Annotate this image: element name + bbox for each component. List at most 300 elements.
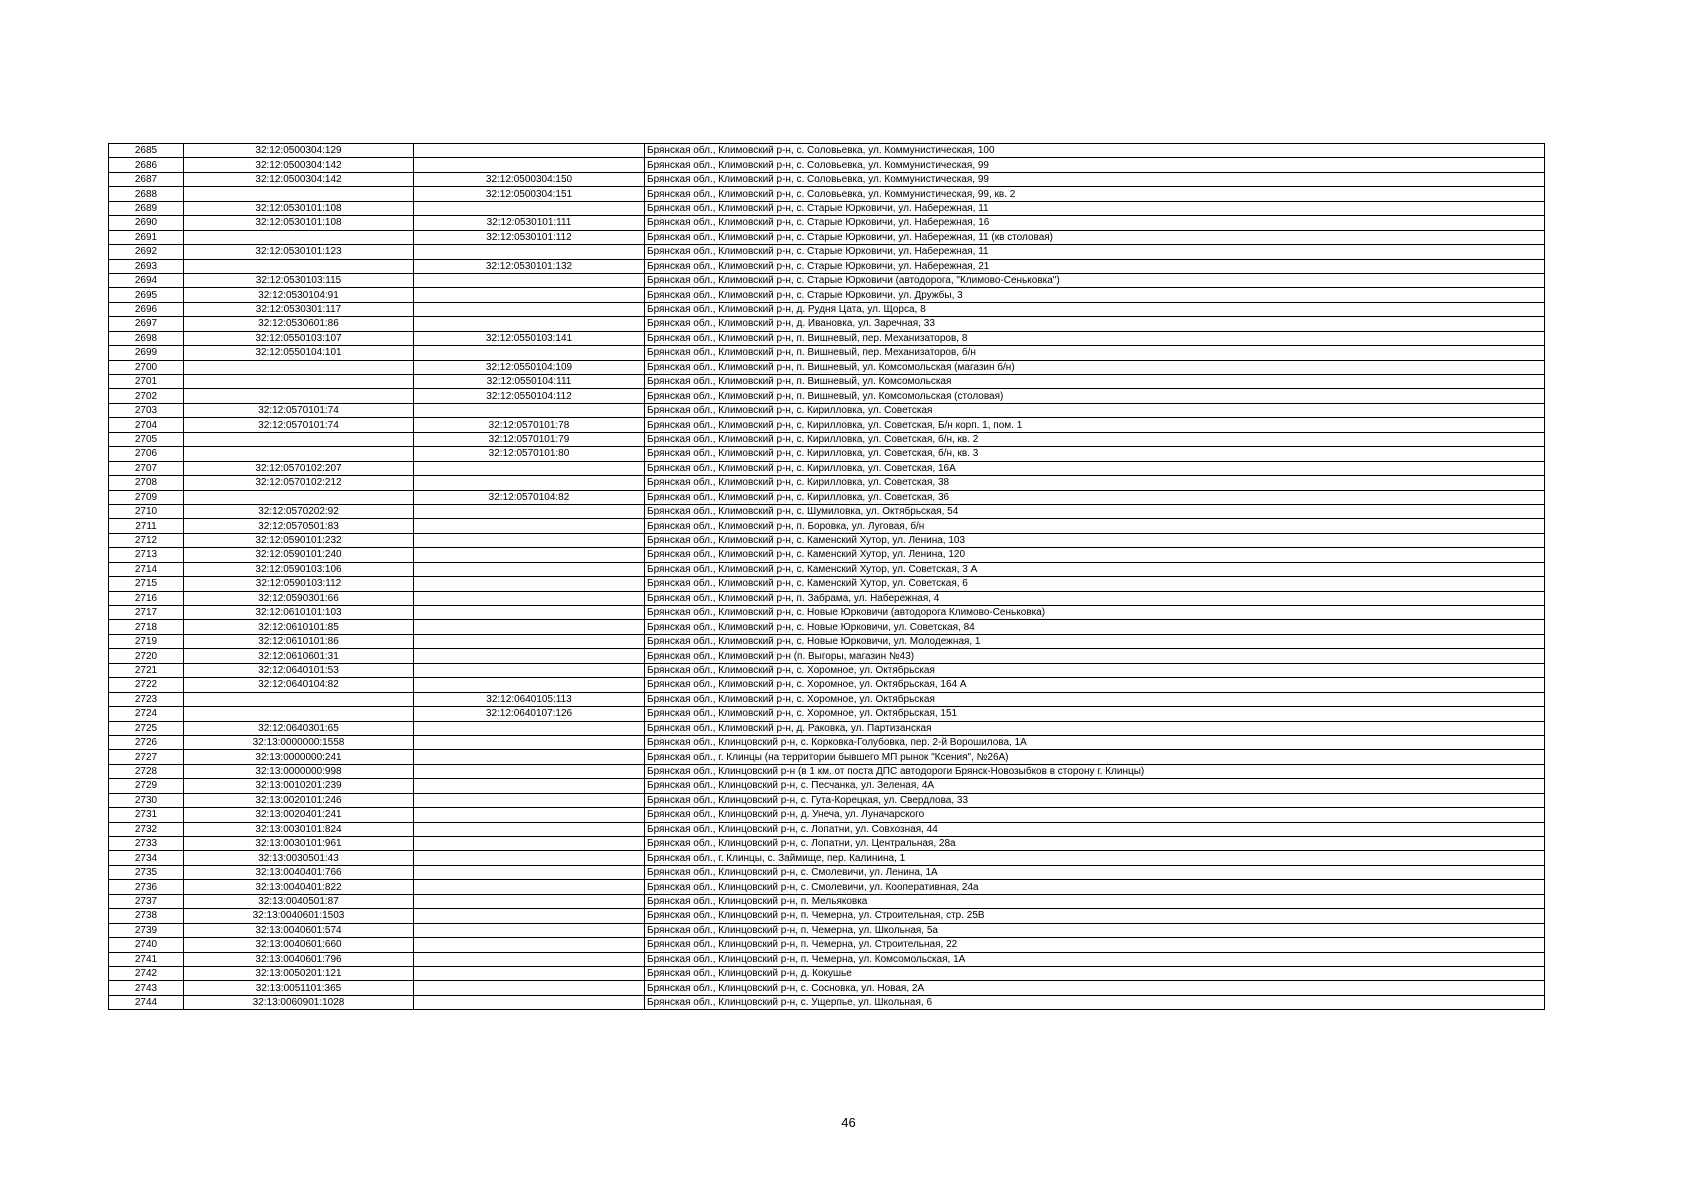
address-cell: Брянская обл., Клинцовский р-н, с. Песчанка, ул. Зеленая, 4А	[645, 779, 1545, 793]
table-row	[109, 880, 1545, 894]
row-number-cell: 2744	[109, 995, 184, 1009]
row-number-cell: 2729	[109, 779, 184, 793]
row-number-cell: 2741	[109, 952, 184, 966]
row-number-cell: 2702	[109, 389, 184, 403]
land-cadastral-number-cell	[184, 432, 414, 446]
table-row	[109, 952, 1545, 966]
land-cadastral-number-cell: 32:12:0590101:232	[184, 533, 414, 547]
table-row	[109, 288, 1545, 302]
land-cadastral-number-cell: 32:12:0570101:74	[184, 403, 414, 417]
land-cadastral-number-cell: 32:12:0570202:92	[184, 504, 414, 518]
land-cadastral-number-cell: 32:12:0590103:112	[184, 577, 414, 591]
row-number-cell: 2691	[109, 230, 184, 244]
address-cell: Брянская обл., Клинцовский р-н, с. Гута-Корецкая, ул. Свердлова, 33	[645, 793, 1545, 807]
object-cadastral-number-cell	[414, 923, 645, 937]
address-cell: Брянская обл., Климовский р-н, с. Соловьевка, ул. Коммунистическая, 99	[645, 172, 1545, 186]
table-row	[109, 995, 1545, 1009]
row-number-cell: 2725	[109, 721, 184, 735]
row-number-cell: 2694	[109, 273, 184, 287]
address-cell: Брянская обл., Климовский р-н, с. Новые Юрковичи, ул. Молодежная, 1	[645, 634, 1545, 648]
land-cadastral-number-cell: 32:13:0040401:766	[184, 865, 414, 879]
object-cadastral-number-cell	[414, 678, 645, 692]
row-number-cell: 2706	[109, 447, 184, 461]
table-row	[109, 187, 1545, 201]
table-row	[109, 562, 1545, 576]
address-cell: Брянская обл., Климовский р-н, с. Соловьевка, ул. Коммунистическая, 99, кв. 2	[645, 187, 1545, 201]
row-number-cell: 2700	[109, 360, 184, 374]
land-cadastral-number-cell	[184, 692, 414, 706]
land-cadastral-number-cell: 32:13:0030101:824	[184, 822, 414, 836]
table-row	[109, 591, 1545, 605]
object-cadastral-number-cell: 32:12:0570101:79	[414, 432, 645, 446]
object-cadastral-number-cell	[414, 981, 645, 995]
row-number-cell: 2692	[109, 245, 184, 259]
land-cadastral-number-cell	[184, 389, 414, 403]
row-number-cell: 2739	[109, 923, 184, 937]
land-cadastral-number-cell: 32:13:0040501:87	[184, 894, 414, 908]
object-cadastral-number-cell	[414, 822, 645, 836]
row-number-cell: 2710	[109, 504, 184, 518]
row-number-cell: 2709	[109, 490, 184, 504]
object-cadastral-number-cell	[414, 894, 645, 908]
address-cell: Брянская обл., г. Клинцы, с. Займище, пер. Калинина, 1	[645, 851, 1545, 865]
object-cadastral-number-cell	[414, 995, 645, 1009]
object-cadastral-number-cell: 32:12:0570104:82	[414, 490, 645, 504]
land-cadastral-number-cell: 32:12:0500304:142	[184, 158, 414, 172]
land-cadastral-number-cell: 32:12:0570501:83	[184, 519, 414, 533]
address-cell: Брянская обл., Климовский р-н, д. Раковка, ул. Партизанская	[645, 721, 1545, 735]
address-cell: Брянская обл., Климовский р-н, с. Старые Юрковичи, ул. Набережная, 11 (кв столовая)	[645, 230, 1545, 244]
address-cell: Брянская обл., Климовский р-н, с. Соловьевка, ул. Коммунистическая, 99	[645, 158, 1545, 172]
table-row	[109, 909, 1545, 923]
object-cadastral-number-cell	[414, 245, 645, 259]
address-cell: Брянская обл., Климовский р-н, с. Кирилловка, ул. Советская, 36	[645, 490, 1545, 504]
address-cell: Брянская обл., Климовский р-н, п. Забрама, ул. Набережная, 4	[645, 591, 1545, 605]
address-cell: Брянская обл., Климовский р-н, с. Каменский Хутор, ул. Ленина, 103	[645, 533, 1545, 547]
address-cell: Брянская обл., Клинцовский р-н, с. Сосновка, ул. Новая, 2А	[645, 981, 1545, 995]
table-row	[109, 764, 1545, 778]
table-row	[109, 837, 1545, 851]
address-cell: Брянская обл., Климовский р-н, с. Каменский Хутор, ул. Ленина, 120	[645, 548, 1545, 562]
land-cadastral-number-cell: 32:12:0610101:103	[184, 606, 414, 620]
object-cadastral-number-cell	[414, 851, 645, 865]
table-row	[109, 779, 1545, 793]
row-number-cell: 2732	[109, 822, 184, 836]
row-number-cell: 2730	[109, 793, 184, 807]
object-cadastral-number-cell	[414, 201, 645, 215]
land-cadastral-number-cell: 32:13:0051101:365	[184, 981, 414, 995]
table-row	[109, 548, 1545, 562]
table-row	[109, 663, 1545, 677]
row-number-cell: 2686	[109, 158, 184, 172]
object-cadastral-number-cell	[414, 750, 645, 764]
table-row	[109, 793, 1545, 807]
land-cadastral-number-cell: 32:13:0050201:121	[184, 966, 414, 980]
table-row	[109, 822, 1545, 836]
land-cadastral-number-cell: 32:12:0640301:65	[184, 721, 414, 735]
land-cadastral-number-cell	[184, 707, 414, 721]
row-number-cell: 2736	[109, 880, 184, 894]
land-cadastral-number-cell: 32:13:0040401:822	[184, 880, 414, 894]
row-number-cell: 2743	[109, 981, 184, 995]
object-cadastral-number-cell: 32:12:0550104:112	[414, 389, 645, 403]
land-cadastral-number-cell: 32:12:0500304:129	[184, 144, 414, 158]
table-row	[109, 519, 1545, 533]
table-row	[109, 577, 1545, 591]
address-cell: Брянская обл., Климовский р-н, с. Кирилловка, ул. Советская, 16А	[645, 461, 1545, 475]
row-number-cell: 2722	[109, 678, 184, 692]
object-cadastral-number-cell	[414, 577, 645, 591]
object-cadastral-number-cell	[414, 966, 645, 980]
land-cadastral-number-cell: 32:12:0530301:117	[184, 302, 414, 316]
table-row	[109, 172, 1545, 186]
address-cell: Брянская обл., Клинцовский р-н, п. Чемерна, ул. Строительная, стр. 25В	[645, 909, 1545, 923]
row-number-cell: 2695	[109, 288, 184, 302]
land-cadastral-number-cell: 32:13:0010201:239	[184, 779, 414, 793]
address-cell: Брянская обл., Климовский р-н, с. Каменский Хутор, ул. Советская, 3 А	[645, 562, 1545, 576]
address-cell: Брянская обл., Климовский р-н, п. Вишневый, ул. Комсомольская (магазин б/н)	[645, 360, 1545, 374]
table-row	[109, 302, 1545, 316]
land-cadastral-number-cell: 32:13:0040601:1503	[184, 909, 414, 923]
object-cadastral-number-cell	[414, 779, 645, 793]
address-cell: Брянская обл., Климовский р-н, с. Старые Юрковичи, ул. Набережная, 16	[645, 216, 1545, 230]
table-row	[109, 692, 1545, 706]
table-row	[109, 678, 1545, 692]
row-number-cell: 2715	[109, 577, 184, 591]
land-cadastral-number-cell: 32:12:0590103:106	[184, 562, 414, 576]
object-cadastral-number-cell	[414, 273, 645, 287]
table-row	[109, 533, 1545, 547]
table-row	[109, 851, 1545, 865]
address-cell: Брянская обл., Климовский р-н, д. Рудня Цата, ул. Щорса, 8	[645, 302, 1545, 316]
address-cell: Брянская обл., Климовский р-н, п. Вишневый, ул. Комсомольская	[645, 375, 1545, 389]
object-cadastral-number-cell	[414, 591, 645, 605]
address-cell: Брянская обл., Климовский р-н (п. Выгоры, магазин №43)	[645, 649, 1545, 663]
object-cadastral-number-cell	[414, 634, 645, 648]
row-number-cell: 2731	[109, 808, 184, 822]
land-cadastral-number-cell: 32:13:0040601:796	[184, 952, 414, 966]
row-number-cell: 2707	[109, 461, 184, 475]
row-number-cell: 2742	[109, 966, 184, 980]
object-cadastral-number-cell	[414, 952, 645, 966]
row-number-cell: 2727	[109, 750, 184, 764]
table-row	[109, 418, 1545, 432]
address-cell: Брянская обл., Климовский р-н, с. Старые Юрковичи (автодорога, "Климово-Сеньковка")	[645, 273, 1545, 287]
object-cadastral-number-cell: 32:12:0550104:109	[414, 360, 645, 374]
table-row	[109, 923, 1545, 937]
land-cadastral-number-cell: 32:13:0020101:246	[184, 793, 414, 807]
row-number-cell: 2733	[109, 837, 184, 851]
table-row	[109, 331, 1545, 345]
object-cadastral-number-cell	[414, 346, 645, 360]
object-cadastral-number-cell	[414, 620, 645, 634]
address-cell: Брянская обл., Климовский р-н, п. Вишневый, пер. Механизаторов, б/н	[645, 346, 1545, 360]
object-cadastral-number-cell	[414, 938, 645, 952]
object-cadastral-number-cell: 32:12:0530101:132	[414, 259, 645, 273]
object-cadastral-number-cell	[414, 317, 645, 331]
row-number-cell: 2740	[109, 938, 184, 952]
address-cell: Брянская обл., Клинцовский р-н, п. Чемерна, ул. Школьная, 5а	[645, 923, 1545, 937]
row-number-cell: 2701	[109, 375, 184, 389]
land-cadastral-number-cell: 32:12:0570101:74	[184, 418, 414, 432]
table-row	[109, 201, 1545, 215]
address-cell: Брянская обл., Клинцовский р-н, с. Смолевичи, ул. Кооперативная, 24а	[645, 880, 1545, 894]
object-cadastral-number-cell	[414, 158, 645, 172]
address-cell: Брянская обл., Клинцовский р-н, д. Унеча, ул. Луначарского	[645, 808, 1545, 822]
row-number-cell: 2726	[109, 735, 184, 749]
address-cell: Брянская обл., Климовский р-н, с. Хоромное, ул. Октябрьская	[645, 663, 1545, 677]
table-row	[109, 966, 1545, 980]
row-number-cell: 2685	[109, 144, 184, 158]
table-row	[109, 273, 1545, 287]
land-cadastral-number-cell: 32:13:0060901:1028	[184, 995, 414, 1009]
table-row	[109, 865, 1545, 879]
row-number-cell: 2714	[109, 562, 184, 576]
address-cell: Брянская обл., Климовский р-н, с. Старые Юрковичи, ул. Набережная, 11	[645, 245, 1545, 259]
land-cadastral-number-cell: 32:13:0030501:43	[184, 851, 414, 865]
table-row	[109, 721, 1545, 735]
table-row	[109, 490, 1545, 504]
row-number-cell: 2712	[109, 533, 184, 547]
object-cadastral-number-cell: 32:12:0570101:80	[414, 447, 645, 461]
row-number-cell: 2711	[109, 519, 184, 533]
address-cell: Брянская обл., Климовский р-н, с. Старые Юрковичи, ул. Набережная, 11	[645, 201, 1545, 215]
address-cell: Брянская обл., Климовский р-н, с. Кирилловка, ул. Советская, 38	[645, 476, 1545, 490]
object-cadastral-number-cell	[414, 808, 645, 822]
table-row	[109, 216, 1545, 230]
land-cadastral-number-cell: 32:12:0610601:31	[184, 649, 414, 663]
row-number-cell: 2705	[109, 432, 184, 446]
object-cadastral-number-cell: 32:12:0550103:141	[414, 331, 645, 345]
object-cadastral-number-cell	[414, 461, 645, 475]
table-row	[109, 649, 1545, 663]
address-cell: Брянская обл., Климовский р-н, с. Хоромное, ул. Октябрьская	[645, 692, 1545, 706]
table-row	[109, 606, 1545, 620]
table-row	[109, 894, 1545, 908]
address-cell: Брянская обл., Клинцовский р-н, п. Чемерна, ул. Комсомольская, 1А	[645, 952, 1545, 966]
address-cell: Брянская обл., Климовский р-н, п. Вишневый, пер. Механизаторов, 8	[645, 331, 1545, 345]
row-number-cell: 2737	[109, 894, 184, 908]
table-row	[109, 403, 1545, 417]
table-row	[109, 375, 1545, 389]
table-row	[109, 144, 1545, 158]
object-cadastral-number-cell: 32:12:0640107:126	[414, 707, 645, 721]
table-row	[109, 447, 1545, 461]
row-number-cell: 2687	[109, 172, 184, 186]
row-number-cell: 2728	[109, 764, 184, 778]
object-cadastral-number-cell	[414, 865, 645, 879]
table-row	[109, 504, 1545, 518]
land-cadastral-number-cell	[184, 375, 414, 389]
land-cadastral-number-cell: 32:12:0530101:108	[184, 216, 414, 230]
page-number: 46	[841, 1115, 856, 1130]
address-cell: Брянская обл., Климовский р-н, д. Ивановка, ул. Заречная, 33	[645, 317, 1545, 331]
object-cadastral-number-cell	[414, 606, 645, 620]
table-row	[109, 981, 1545, 995]
table-row	[109, 346, 1545, 360]
address-cell: Брянская обл., Климовский р-н, п. Боровка, ул. Луговая, б/н	[645, 519, 1545, 533]
address-cell: Брянская обл., Клинцовский р-н, п. Чемерна, ул. Строительная, 22	[645, 938, 1545, 952]
object-cadastral-number-cell	[414, 548, 645, 562]
row-number-cell: 2698	[109, 331, 184, 345]
object-cadastral-number-cell	[414, 562, 645, 576]
address-cell: Брянская обл., Климовский р-н, с. Кирилловка, ул. Советская, Б/н корп. 1, пом. 1	[645, 418, 1545, 432]
registry-table	[108, 143, 1545, 1010]
object-cadastral-number-cell	[414, 663, 645, 677]
row-number-cell: 2734	[109, 851, 184, 865]
object-cadastral-number-cell: 32:12:0530101:111	[414, 216, 645, 230]
row-number-cell: 2689	[109, 201, 184, 215]
land-cadastral-number-cell: 32:12:0640101:53	[184, 663, 414, 677]
table-row	[109, 259, 1545, 273]
row-number-cell: 2716	[109, 591, 184, 605]
table-row	[109, 230, 1545, 244]
object-cadastral-number-cell: 32:12:0500304:151	[414, 187, 645, 201]
land-cadastral-number-cell: 32:12:0640104:82	[184, 678, 414, 692]
land-cadastral-number-cell: 32:13:0000000:241	[184, 750, 414, 764]
address-cell: Брянская обл., Климовский р-н, п. Вишневый, ул. Комсомольская (столовая)	[645, 389, 1545, 403]
land-cadastral-number-cell	[184, 490, 414, 504]
address-cell: Брянская обл., Клинцовский р-н, с. Лопатни, ул. Совхозная, 44	[645, 822, 1545, 836]
table-row	[109, 750, 1545, 764]
land-cadastral-number-cell: 32:12:0530103:115	[184, 273, 414, 287]
address-cell: Брянская обл., Клинцовский р-н, с. Ущерпье, ул. Школьная, 6	[645, 995, 1545, 1009]
address-cell: Брянская обл., Климовский р-н, с. Кирилловка, ул. Советская, б/н, кв. 2	[645, 432, 1545, 446]
object-cadastral-number-cell	[414, 302, 645, 316]
row-number-cell: 2723	[109, 692, 184, 706]
address-cell: Брянская обл., г. Клинцы (на территории бывшего МП рынок "Ксения", №26А)	[645, 750, 1545, 764]
land-cadastral-number-cell: 32:12:0530101:123	[184, 245, 414, 259]
address-cell: Брянская обл., Климовский р-н, с. Кирилловка, ул. Советская, б/н, кв. 3	[645, 447, 1545, 461]
table-row	[109, 360, 1545, 374]
table-row	[109, 620, 1545, 634]
object-cadastral-number-cell	[414, 793, 645, 807]
row-number-cell: 2696	[109, 302, 184, 316]
object-cadastral-number-cell	[414, 533, 645, 547]
land-cadastral-number-cell: 32:13:0030101:961	[184, 837, 414, 851]
land-cadastral-number-cell	[184, 447, 414, 461]
address-cell: Брянская обл., Клинцовский р-н, с. Лопатни, ул. Центральная, 28а	[645, 837, 1545, 851]
land-cadastral-number-cell: 32:12:0500304:142	[184, 172, 414, 186]
land-cadastral-number-cell: 32:12:0550104:101	[184, 346, 414, 360]
table-row	[109, 476, 1545, 490]
land-cadastral-number-cell: 32:12:0590101:240	[184, 548, 414, 562]
land-cadastral-number-cell: 32:12:0570102:212	[184, 476, 414, 490]
land-cadastral-number-cell	[184, 360, 414, 374]
table-row	[109, 634, 1545, 648]
object-cadastral-number-cell: 32:12:0500304:150	[414, 172, 645, 186]
object-cadastral-number-cell	[414, 764, 645, 778]
land-cadastral-number-cell: 32:12:0530101:108	[184, 201, 414, 215]
address-cell: Брянская обл., Климовский р-н, с. Новые Юрковичи (автодорога Климово-Сеньковка)	[645, 606, 1545, 620]
table-row	[109, 938, 1545, 952]
row-number-cell: 2688	[109, 187, 184, 201]
land-cadastral-number-cell: 32:13:0000000:1558	[184, 735, 414, 749]
land-cadastral-number-cell: 32:12:0530104:91	[184, 288, 414, 302]
row-number-cell: 2717	[109, 606, 184, 620]
object-cadastral-number-cell	[414, 735, 645, 749]
object-cadastral-number-cell	[414, 721, 645, 735]
address-cell: Брянская обл., Климовский р-н, с. Хоромное, ул. Октябрьская, 151	[645, 707, 1545, 721]
table-row	[109, 317, 1545, 331]
address-cell: Брянская обл., Климовский р-н, с. Новые Юрковичи, ул. Советская, 84	[645, 620, 1545, 634]
land-cadastral-number-cell	[184, 230, 414, 244]
object-cadastral-number-cell	[414, 649, 645, 663]
row-number-cell: 2724	[109, 707, 184, 721]
land-cadastral-number-cell	[184, 187, 414, 201]
address-cell: Брянская обл., Клинцовский р-н, с. Смолевичи, ул. Ленина, 1А	[645, 865, 1545, 879]
land-cadastral-number-cell: 32:12:0610101:85	[184, 620, 414, 634]
land-cadastral-number-cell: 32:12:0530601:86	[184, 317, 414, 331]
land-cadastral-number-cell: 32:13:0040601:660	[184, 938, 414, 952]
address-cell: Брянская обл., Климовский р-н, с. Шумиловка, ул. Октябрьская, 54	[645, 504, 1545, 518]
address-cell: Брянская обл., Климовский р-н, с. Соловьевка, ул. Коммунистическая, 100	[645, 144, 1545, 158]
row-number-cell: 2719	[109, 634, 184, 648]
registry-table-body	[109, 144, 1545, 1010]
row-number-cell: 2704	[109, 418, 184, 432]
row-number-cell: 2693	[109, 259, 184, 273]
table-row	[109, 245, 1545, 259]
land-cadastral-number-cell: 32:12:0570102:207	[184, 461, 414, 475]
address-cell: Брянская обл., Климовский р-н, с. Старые Юрковичи, ул. Дружбы, 3	[645, 288, 1545, 302]
table-row	[109, 158, 1545, 172]
table-row	[109, 808, 1545, 822]
object-cadastral-number-cell	[414, 403, 645, 417]
land-cadastral-number-cell: 32:12:0590301:66	[184, 591, 414, 605]
object-cadastral-number-cell	[414, 880, 645, 894]
row-number-cell: 2735	[109, 865, 184, 879]
land-cadastral-number-cell: 32:12:0610101:86	[184, 634, 414, 648]
address-cell: Брянская обл., Климовский р-н, с. Старые Юрковичи, ул. Набережная, 21	[645, 259, 1545, 273]
row-number-cell: 2708	[109, 476, 184, 490]
land-cadastral-number-cell: 32:12:0550103:107	[184, 331, 414, 345]
land-cadastral-number-cell: 32:13:0040601:574	[184, 923, 414, 937]
object-cadastral-number-cell: 32:12:0640105:113	[414, 692, 645, 706]
table-row	[109, 461, 1545, 475]
row-number-cell: 2690	[109, 216, 184, 230]
row-number-cell: 2703	[109, 403, 184, 417]
address-cell: Брянская обл., Клинцовский р-н (в 1 км. от поста ДПС автодороги Брянск-Новозыбков в сторону г. Клинцы)	[645, 764, 1545, 778]
row-number-cell: 2699	[109, 346, 184, 360]
object-cadastral-number-cell	[414, 519, 645, 533]
object-cadastral-number-cell	[414, 504, 645, 518]
row-number-cell: 2713	[109, 548, 184, 562]
table-row	[109, 707, 1545, 721]
row-number-cell: 2738	[109, 909, 184, 923]
row-number-cell: 2697	[109, 317, 184, 331]
address-cell: Брянская обл., Клинцовский р-н, с. Корковка-Голубовка, пер. 2-й Ворошилова, 1А	[645, 735, 1545, 749]
table-row	[109, 389, 1545, 403]
table-row	[109, 735, 1545, 749]
land-cadastral-number-cell: 32:13:0020401:241	[184, 808, 414, 822]
row-number-cell: 2721	[109, 663, 184, 677]
object-cadastral-number-cell	[414, 144, 645, 158]
object-cadastral-number-cell: 32:12:0570101:78	[414, 418, 645, 432]
object-cadastral-number-cell	[414, 476, 645, 490]
object-cadastral-number-cell: 32:12:0530101:112	[414, 230, 645, 244]
row-number-cell: 2718	[109, 620, 184, 634]
address-cell: Брянская обл., Клинцовский р-н, д. Кокушье	[645, 966, 1545, 980]
address-cell: Брянская обл., Климовский р-н, с. Каменский Хутор, ул. Советская, 6	[645, 577, 1545, 591]
table-row	[109, 432, 1545, 446]
object-cadastral-number-cell: 32:12:0550104:111	[414, 375, 645, 389]
address-cell: Брянская обл., Клинцовский р-н, п. Мельяковка	[645, 894, 1545, 908]
object-cadastral-number-cell	[414, 909, 645, 923]
address-cell: Брянская обл., Климовский р-н, с. Кирилловка, ул. Советская	[645, 403, 1545, 417]
row-number-cell: 2720	[109, 649, 184, 663]
land-cadastral-number-cell	[184, 259, 414, 273]
address-cell: Брянская обл., Климовский р-н, с. Хоромное, ул. Октябрьская, 164 А	[645, 678, 1545, 692]
